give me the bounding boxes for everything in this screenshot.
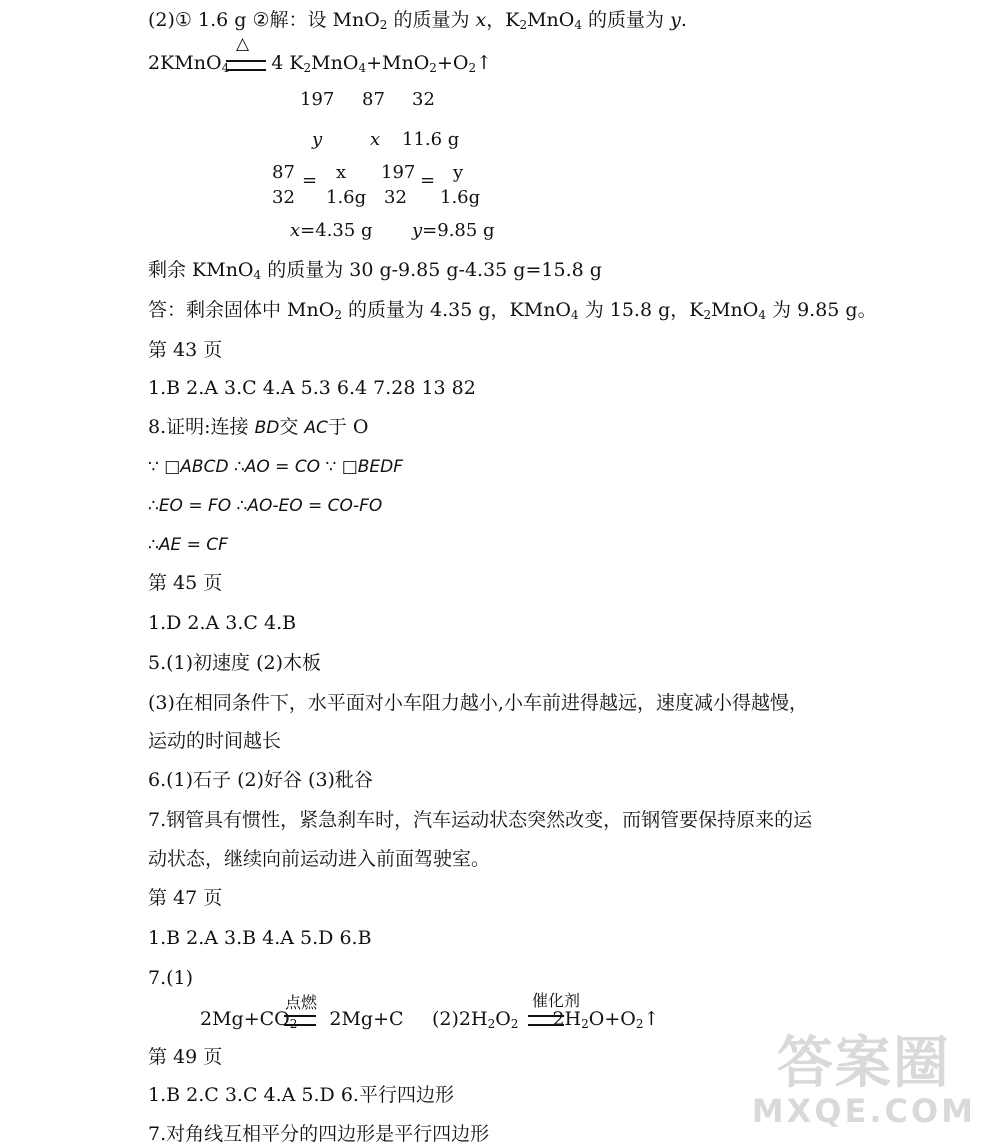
page45-question5-part3-cont: 运动的时间越长 (148, 730, 282, 752)
text: 8.证明:连接 (148, 416, 255, 438)
subscript: 2 (289, 1017, 298, 1031)
text: 2Mg+C (329, 1008, 404, 1030)
ratio1-num-left: 87 (272, 162, 295, 183)
var-y: y (670, 9, 681, 31)
text: MnO (311, 52, 359, 74)
page-heading-43: 第 43 页 (148, 339, 223, 361)
subscript: 4 (758, 308, 766, 322)
ratio2-num-left: 197 (381, 162, 416, 183)
text: (2)① 1.6 g ②解：设 MnO (148, 9, 380, 31)
subscript: 4 (574, 18, 583, 32)
ratio1-den-left: 32 (272, 187, 295, 208)
page45-question5-part3: (3)在相同条件下，水平面对小车阻力越小,小车前进得越远，速度减小得越慢， (148, 692, 808, 714)
var-y: y (412, 220, 423, 241)
segment-ac: AC (304, 418, 328, 438)
proof-line-3 (148, 531, 228, 558)
subscript: 4 (253, 268, 262, 282)
ratio2-num-right: y (453, 162, 464, 183)
remaining-kmno4-line (148, 257, 602, 288)
solution-setup-line (148, 7, 687, 38)
watermark-title: 答案圈 (776, 1031, 951, 1096)
mass-11-6: 11.6 g (402, 129, 460, 150)
text: MnO (527, 9, 575, 31)
proof-line-1 (148, 453, 403, 480)
subscript: 2 (429, 61, 437, 75)
ratio1-den-right: 1.6g (326, 187, 367, 208)
reaction-equals-sign (284, 1015, 316, 1026)
text: ∴EO = FO ∴AO-EO = CO-FO (148, 496, 383, 516)
page45-question7: 7.钢管具有惯性，紧急刹车时，汽车运动状态突然改变，而钢管要保持原来的运 (148, 809, 813, 831)
molar-mass-197: 197 (300, 89, 335, 110)
ratio1-num-right: x (336, 162, 347, 183)
subscript: 2 (303, 61, 312, 75)
subscript: 2 (468, 61, 477, 75)
text: =4.35 g (300, 220, 373, 241)
molar-mass-32: 32 (412, 89, 435, 110)
page45-question5: 5.(1)初速度 (2)木板 (148, 652, 321, 674)
text: 为 9.85 g。 (766, 299, 877, 321)
subscript: 2 (334, 308, 342, 322)
proof-line-2 (148, 492, 382, 519)
text: 为 15.8 g，K (578, 299, 704, 321)
page43-answers: 1.B 2.A 3.C 4.A 5.3 6.4 7.28 13 82 (148, 377, 476, 399)
text: +MnO (366, 52, 430, 74)
equation-decomposition (148, 50, 492, 81)
text: O (495, 1008, 511, 1030)
text: O+O (588, 1008, 636, 1030)
subscript: 4 (358, 61, 367, 75)
page43-question8 (148, 414, 369, 441)
var-y: y (312, 129, 323, 150)
text: 2KMnO (148, 52, 222, 74)
page47-question7: 7.(1) (148, 967, 194, 989)
text: ↑ (643, 1008, 660, 1030)
text: . (680, 9, 687, 31)
subscript: 2 (510, 1017, 519, 1031)
page-heading-49: 第 49 页 (148, 1046, 223, 1068)
ignite-condition: 点燃 (285, 993, 318, 1012)
text: ，K (486, 9, 520, 31)
segment-bd: BD (254, 418, 280, 438)
text: (2)2H (432, 1008, 488, 1030)
text: ↑ (476, 52, 492, 74)
watermark-logo (751, 1031, 976, 1130)
text: +O (436, 52, 469, 74)
final-answer-line (148, 297, 877, 328)
text: 2Mg+CO (200, 1008, 290, 1030)
subscript: 2 (519, 18, 528, 32)
reaction-equals-sign (226, 60, 266, 71)
subscript: 2 (379, 18, 388, 32)
text: 剩余 KMnO (148, 259, 254, 281)
text: 4 K (271, 52, 304, 74)
result-x (290, 220, 373, 242)
equals-sign: = (302, 170, 318, 191)
text: 于 O (327, 416, 369, 438)
text: 交 (279, 416, 305, 438)
page49-answers: 1.B 2.C 3.C 4.A 5.D 6.平行四边形 (148, 1084, 454, 1106)
var-x: x (290, 220, 301, 241)
page47-answers: 1.B 2.A 3.B 4.A 5.D 6.B (148, 927, 372, 949)
text: 的质量为 30 g-9.85 g-4.35 g=15.8 g (261, 259, 602, 281)
ratio2-den-right: 1.6g (440, 187, 481, 208)
page-heading-45: 第 45 页 (148, 572, 223, 594)
text: ∴AE = CF (148, 535, 228, 555)
heat-condition-symbol: △ (236, 34, 250, 54)
text: 2H (552, 1008, 582, 1030)
text: ∵ □ABCD ∴AO = CO ∵ □BEDF (148, 457, 404, 477)
subscript: 4 (571, 308, 579, 322)
watermark-url: MXQE.COM (751, 1092, 976, 1130)
text: 的质量为 (582, 9, 671, 31)
text: 答：剩余固体中 MnO (148, 299, 335, 321)
catalyst-condition: 催化剂 (532, 991, 581, 1010)
page45-question7-cont: 动状态，继续向前运动进入前面驾驶室。 (148, 848, 491, 870)
equals-sign: = (420, 170, 436, 191)
text: 的质量为 (387, 9, 476, 31)
ratio2-den-left: 32 (384, 187, 407, 208)
subscript: 4 (221, 61, 230, 75)
text: MnO (711, 299, 759, 321)
subscript: 2 (635, 1017, 644, 1031)
subscript: 2 (581, 1017, 589, 1031)
var-x: x (370, 129, 381, 150)
page45-question6: 6.(1)石子 (2)好谷 (3)秕谷 (148, 769, 373, 791)
text: =9.85 g (422, 220, 495, 241)
molar-mass-87: 87 (362, 89, 385, 110)
subscript: 2 (487, 1017, 496, 1031)
subscript: 2 (703, 308, 712, 322)
page-heading-47: 第 47 页 (148, 887, 223, 909)
reaction-equals-sign (528, 1015, 564, 1026)
page49-question7: 7.对角线互相平分的四边形是平行四边形 (148, 1123, 490, 1145)
text: 的质量为 4.35 g，KMnO (341, 299, 572, 321)
var-x: x (475, 9, 487, 31)
result-y (412, 220, 495, 242)
page45-answers: 1.D 2.A 3.C 4.B (148, 612, 297, 634)
